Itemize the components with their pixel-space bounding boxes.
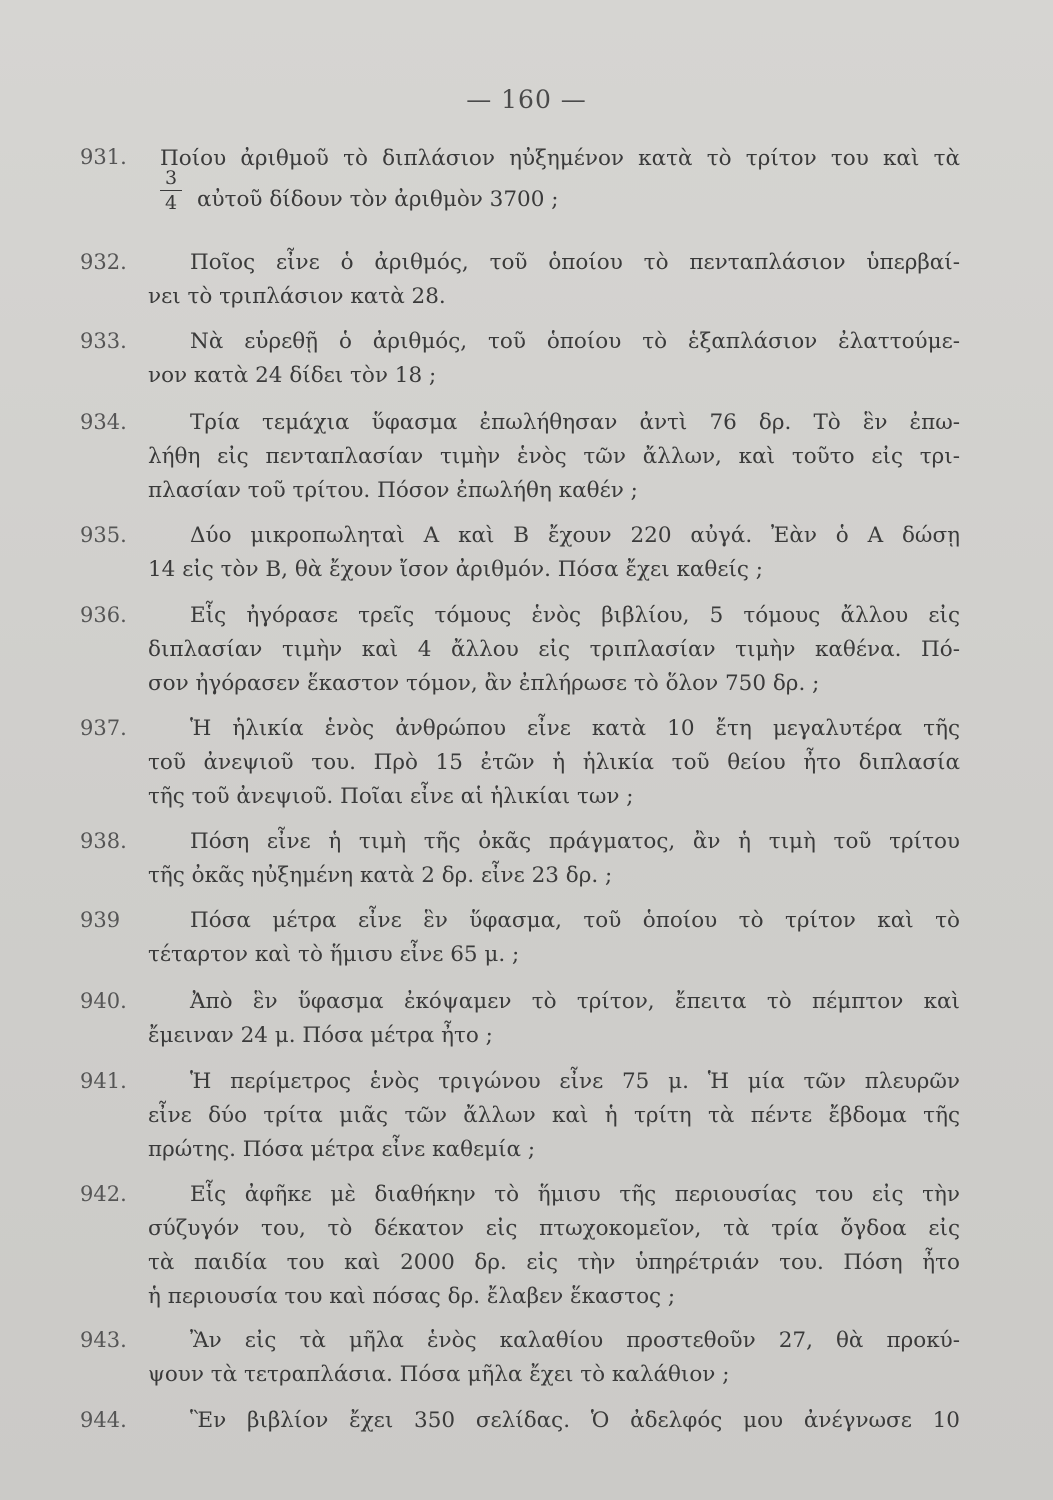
problem-text-line: τοῦ ἀνεψιοῦ του. Πρὸ 15 ἐτῶν ἡ ἡλικία τοῦ θείου ἦτο διπλασία xyxy=(148,750,960,775)
problem-number: 931. xyxy=(80,145,127,169)
problem-text-line: λήθη εἰς πενταπλασίαν τιμὴν ἑνὸς τῶν ἄλλων, καὶ τοῦτο εἰς τρι- xyxy=(148,444,960,469)
problem-number: 934. xyxy=(80,410,127,434)
problem-text-line: Ἓν βιβλίον ἔχει 350 σελίδας. Ὁ ἀδελφός μου ἀνέγνωσε 10 xyxy=(190,1408,960,1433)
fraction-three-quarters xyxy=(160,168,182,213)
problem-text-line: τέταρτον καὶ τὸ ἥμισυ εἶνε 65 μ. ; xyxy=(148,942,520,967)
fraction-bar xyxy=(160,190,182,191)
problem-text-line: Πόσα μέτρα εἶνε ἓν ὕφασμα, τοῦ ὁποίου τὸ τρίτον καὶ τὸ xyxy=(190,908,960,933)
problem-text-line: νον κατὰ 24 δίδει τὸν 18 ; xyxy=(148,363,437,388)
problem-number: 933. xyxy=(80,329,127,353)
problem-text-line: πρώτης. Πόσα μέτρα εἶνε καθεμία ; xyxy=(148,1137,536,1162)
problem-number: 932. xyxy=(80,250,127,274)
fraction-numerator: 3 xyxy=(164,167,178,189)
problem-text-line: εἶνε δύο τρίτα μιᾶς τῶν ἄλλων καὶ ἡ τρίτη τὰ πέντε ἔβδομα τῆς xyxy=(148,1103,960,1128)
problem-text-line: Εἷς ἠγόρασε τρεῖς τόμους ἑνὸς βιβλίου, 5 τόμους ἄλλου εἰς xyxy=(190,603,960,628)
problem-number: 935. xyxy=(80,523,127,547)
problem-number: 944. xyxy=(80,1408,127,1432)
problem-number: 942. xyxy=(80,1182,127,1206)
problem-text-line: Ἀπὸ ἓν ὕφασμα ἐκόψαμεν τὸ τρίτον, ἔπειτα τὸ πέμπτον καὶ xyxy=(190,989,960,1014)
problem-text-line: νει τὸ τριπλάσιον κατὰ 28. xyxy=(148,284,446,309)
problem-text-line: σύζυγόν του, τὸ δέκατον εἰς πτωχοκομεῖον, τὰ τρία ὄγδοα εἰς xyxy=(148,1216,960,1241)
problem-text-line: τῆς ὀκᾶς ηὐξημένη κατὰ 2 δρ. εἶνε 23 δρ. ; xyxy=(148,863,613,888)
problem-number: 943. xyxy=(80,1328,127,1352)
problem-number: 939 xyxy=(80,908,121,932)
problem-text-line: σον ἠγόρασεν ἕκαστον τόμον, ἂν ἐπλήρωσε τὸ ὅλον 750 δρ. ; xyxy=(148,671,820,696)
problem-text-line: Πόση εἶνε ἡ τιμὴ τῆς ὀκᾶς πράγματος, ἂν ἡ τιμὴ τοῦ τρίτου xyxy=(190,829,960,854)
problem-number: 938. xyxy=(80,829,127,853)
problem-text-line: τῆς τοῦ ἀνεψιοῦ. Ποῖαι εἶνε αἱ ἡλικίαι των ; xyxy=(148,784,634,809)
problem-text-line: Νὰ εὑρεθῇ ὁ ἀριθμός, τοῦ ὁποίου τὸ ἑξαπλάσιον ἐλαττούμε- xyxy=(190,329,960,354)
problem-text-line: Τρία τεμάχια ὕφασμα ἐπωλήθησαν ἀντὶ 76 δρ. Τὸ ἓν ἐπω- xyxy=(190,410,960,435)
problem-text-line: ἔμειναν 24 μ. Πόσα μέτρα ἦτο ; xyxy=(148,1023,493,1048)
problem-text-line: Ἡ ἡλικία ἑνὸς ἀνθρώπου εἶνε κατὰ 10 ἔτη μεγαλυτέρα τῆς xyxy=(190,716,960,741)
problem-text-line: Δύο μικροπωληταὶ Α καὶ Β ἔχουν 220 αὐγά. Ἐὰν ὁ Α δώσῃ xyxy=(190,523,960,548)
problem-number: 941. xyxy=(80,1069,127,1093)
problem-number: 940. xyxy=(80,989,127,1013)
page-number: — 160 — xyxy=(466,85,587,114)
problem-text-line: 14 εἰς τὸν Β, θὰ ἔχουν ἴσον ἀριθμόν. Πόσα ἔχει καθείς ; xyxy=(148,557,764,582)
problem-text-line: ψουν τὰ τετραπλάσια. Πόσα μῆλα ἔχει τὸ καλάθιον ; xyxy=(148,1362,730,1387)
problem-text-line: Ποίου ἀριθμοῦ τὸ διπλάσιον ηὐξημένον κατὰ τὸ τρίτον του καὶ τὰ xyxy=(160,146,960,171)
problem-text-line: ἡ περιουσία του καὶ πόσας δρ. ἔλαβεν ἕκαστος ; xyxy=(148,1284,676,1309)
problem-text-line: πλασίαν τοῦ τρίτου. Πόσον ἐπωλήθη καθέν ; xyxy=(148,478,638,503)
problem-text-line: αὐτοῦ δίδουν τὸν ἀριθμὸν 3700 ; xyxy=(197,187,559,212)
fraction-denominator: 4 xyxy=(164,192,178,214)
problem-text-line: Εἷς ἀφῆκε μὲ διαθήκην τὸ ἥμισυ τῆς περιουσίας του εἰς τὴν xyxy=(190,1182,960,1207)
problem-number: 936. xyxy=(80,603,127,627)
problem-number: 937. xyxy=(80,716,127,740)
problem-text-line: διπλασίαν τιμὴν καὶ 4 ἄλλου εἰς τριπλασίαν τιμὴν καθένα. Πό- xyxy=(148,637,960,662)
problem-text-line: Ἡ περίμετρος ἑνὸς τριγώνου εἶνε 75 μ. Ἡ μία τῶν πλευρῶν xyxy=(190,1069,960,1094)
problem-text-line: τὰ παιδία του καὶ 2000 δρ. εἰς τὴν ὑπηρέτριάν του. Πόση ἦτο xyxy=(148,1250,960,1275)
problem-text-line: Ποῖος εἶνε ὁ ἀριθμός, τοῦ ὁποίου τὸ πενταπλάσιον ὑπερβαί- xyxy=(190,250,960,275)
problem-text-line: Ἂν εἰς τὰ μῆλα ἑνὸς καλαθίου προστεθοῦν 27, θὰ προκύ- xyxy=(190,1328,960,1353)
